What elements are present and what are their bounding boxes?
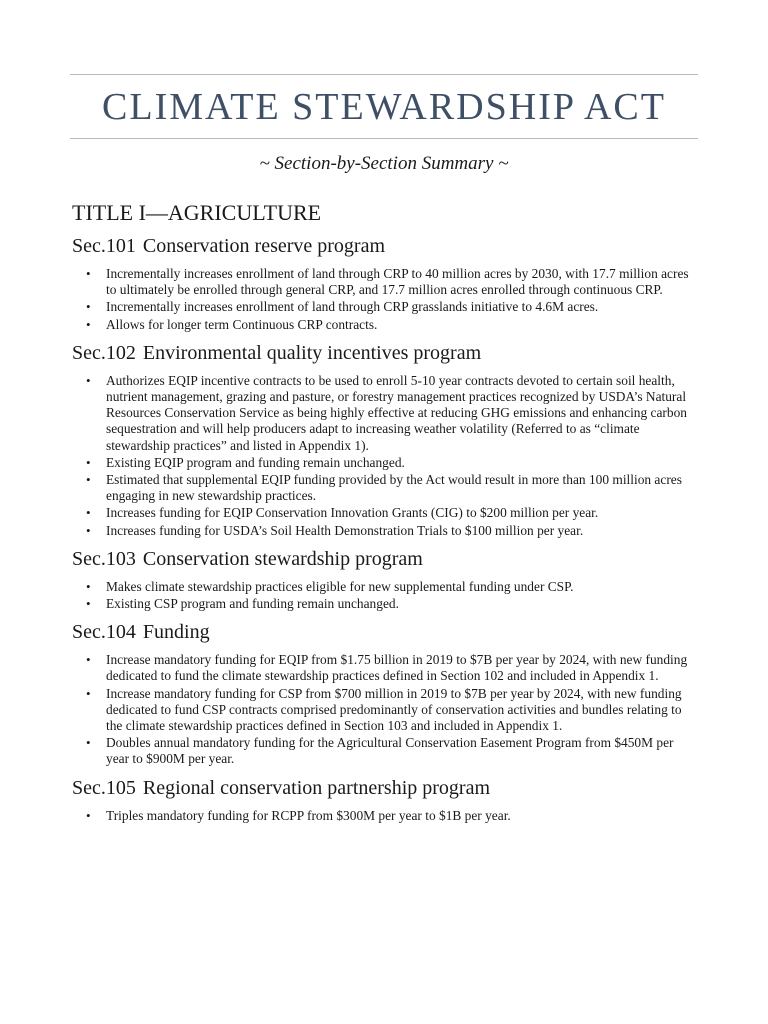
section-heading (72, 774, 692, 802)
section-name: Funding (142, 621, 210, 644)
bullet-item: • Increase mandatory funding for EQIP from $1.75 billion in 2019 to $7B per year by 2024, with new funding dedicated to fund the climate stewardship practices defined in Section 102 and included in Appendix 1. (72, 652, 692, 684)
bullet-list (72, 266, 692, 333)
bullet-item: • Incrementally increases enrollment of land through CRP to 40 million acres by 2030, with 17.7 million acres to ultimately be enrolled through general CRP, and 17.7 million acres enrolled through continuous CRP. (72, 266, 692, 298)
title-heading: TITLE I—AGRICULTURE (72, 200, 322, 225)
bullet-item: • Increases funding for USDA’s Soil Health Demonstration Trials to $100 million per year. (72, 523, 692, 539)
section-name: Conservation stewardship program (142, 547, 423, 570)
bullet-item: • Authorizes EQIP incentive contracts to be used to enroll 5-10 year contracts devoted to certain soil health, nutrient management, grazing and pasture, or forestry management practices recognized by USDA’s Natural Resources Conservation Service as being highly effective at reducing GHG emissions and enhancing carbon sequestration and will help producers adapt to increasing weather volatility (Referred to as “climate stewardship practices” and listed in Appendix 1). (72, 373, 692, 454)
bullet-item: • Existing CSP program and funding remain unchanged. (72, 596, 692, 612)
document-subtitle: ~ Section-by-Section Summary ~ (259, 153, 509, 174)
section-number: Sec.105 (72, 776, 136, 799)
document-title: CLIMATE STEWARDSHIP ACT (102, 86, 666, 128)
bullet-list (72, 652, 692, 767)
section-heading (72, 232, 692, 260)
section-heading (72, 545, 692, 573)
document-body (72, 198, 692, 830)
section-5 (72, 774, 692, 824)
title-top-rule (70, 74, 698, 75)
bullet-item: • Makes climate stewardship practices eligible for new supplemental funding under CSP. (72, 579, 692, 595)
section-2 (72, 339, 692, 539)
bullet-list (72, 373, 692, 539)
bullet-item: • Increase mandatory funding for CSP from $700 million in 2019 to $7B per year by 2024, with new funding dedicated to fund CSP contracts comprised predominantly of conservation activities and bundles relating to the climate stewardship practices defined in Section 103 and included in Appendix 1. (72, 686, 692, 735)
bullet-item: • Existing EQIP program and funding remain unchanged. (72, 455, 692, 471)
bullet-item: • Estimated that supplemental EQIP funding provided by the Act would result in more than 100 million acres engaging in new stewardship practices. (72, 472, 692, 504)
section-name: Conservation reserve program (142, 235, 386, 257)
section-3 (72, 545, 692, 612)
bullet-item: • Increases funding for EQIP Conservation Innovation Grants (CIG) to $200 million per year. (72, 505, 692, 521)
section-name: Environmental quality incentives program (142, 341, 482, 364)
bullet-list (72, 808, 692, 824)
bullet-item: • Allows for longer term Continuous CRP contracts. (72, 317, 692, 333)
section-number: Sec.104 (72, 621, 136, 644)
sections-container (72, 232, 692, 824)
section-heading (72, 339, 692, 367)
section-heading (72, 618, 692, 646)
section-number: Sec.103 (72, 547, 136, 570)
bullet-item: • Incrementally increases enrollment of land through CRP grasslands initiative to 4.6M acres. (72, 299, 692, 315)
section-1 (72, 232, 692, 333)
bullet-item: • Triples mandatory funding for RCPP from $300M per year to $1B per year. (72, 808, 692, 824)
section-number: Sec.101 (72, 235, 136, 257)
section-4 (72, 618, 692, 767)
bullet-list (72, 579, 692, 612)
title-bottom-rule (70, 138, 698, 139)
bullet-item: • Doubles annual mandatory funding for the Agricultural Conservation Easement Program from $450M per year to $900M per year. (72, 735, 692, 767)
section-name: Regional conservation partnership program (142, 776, 491, 799)
section-number: Sec.102 (72, 341, 136, 364)
